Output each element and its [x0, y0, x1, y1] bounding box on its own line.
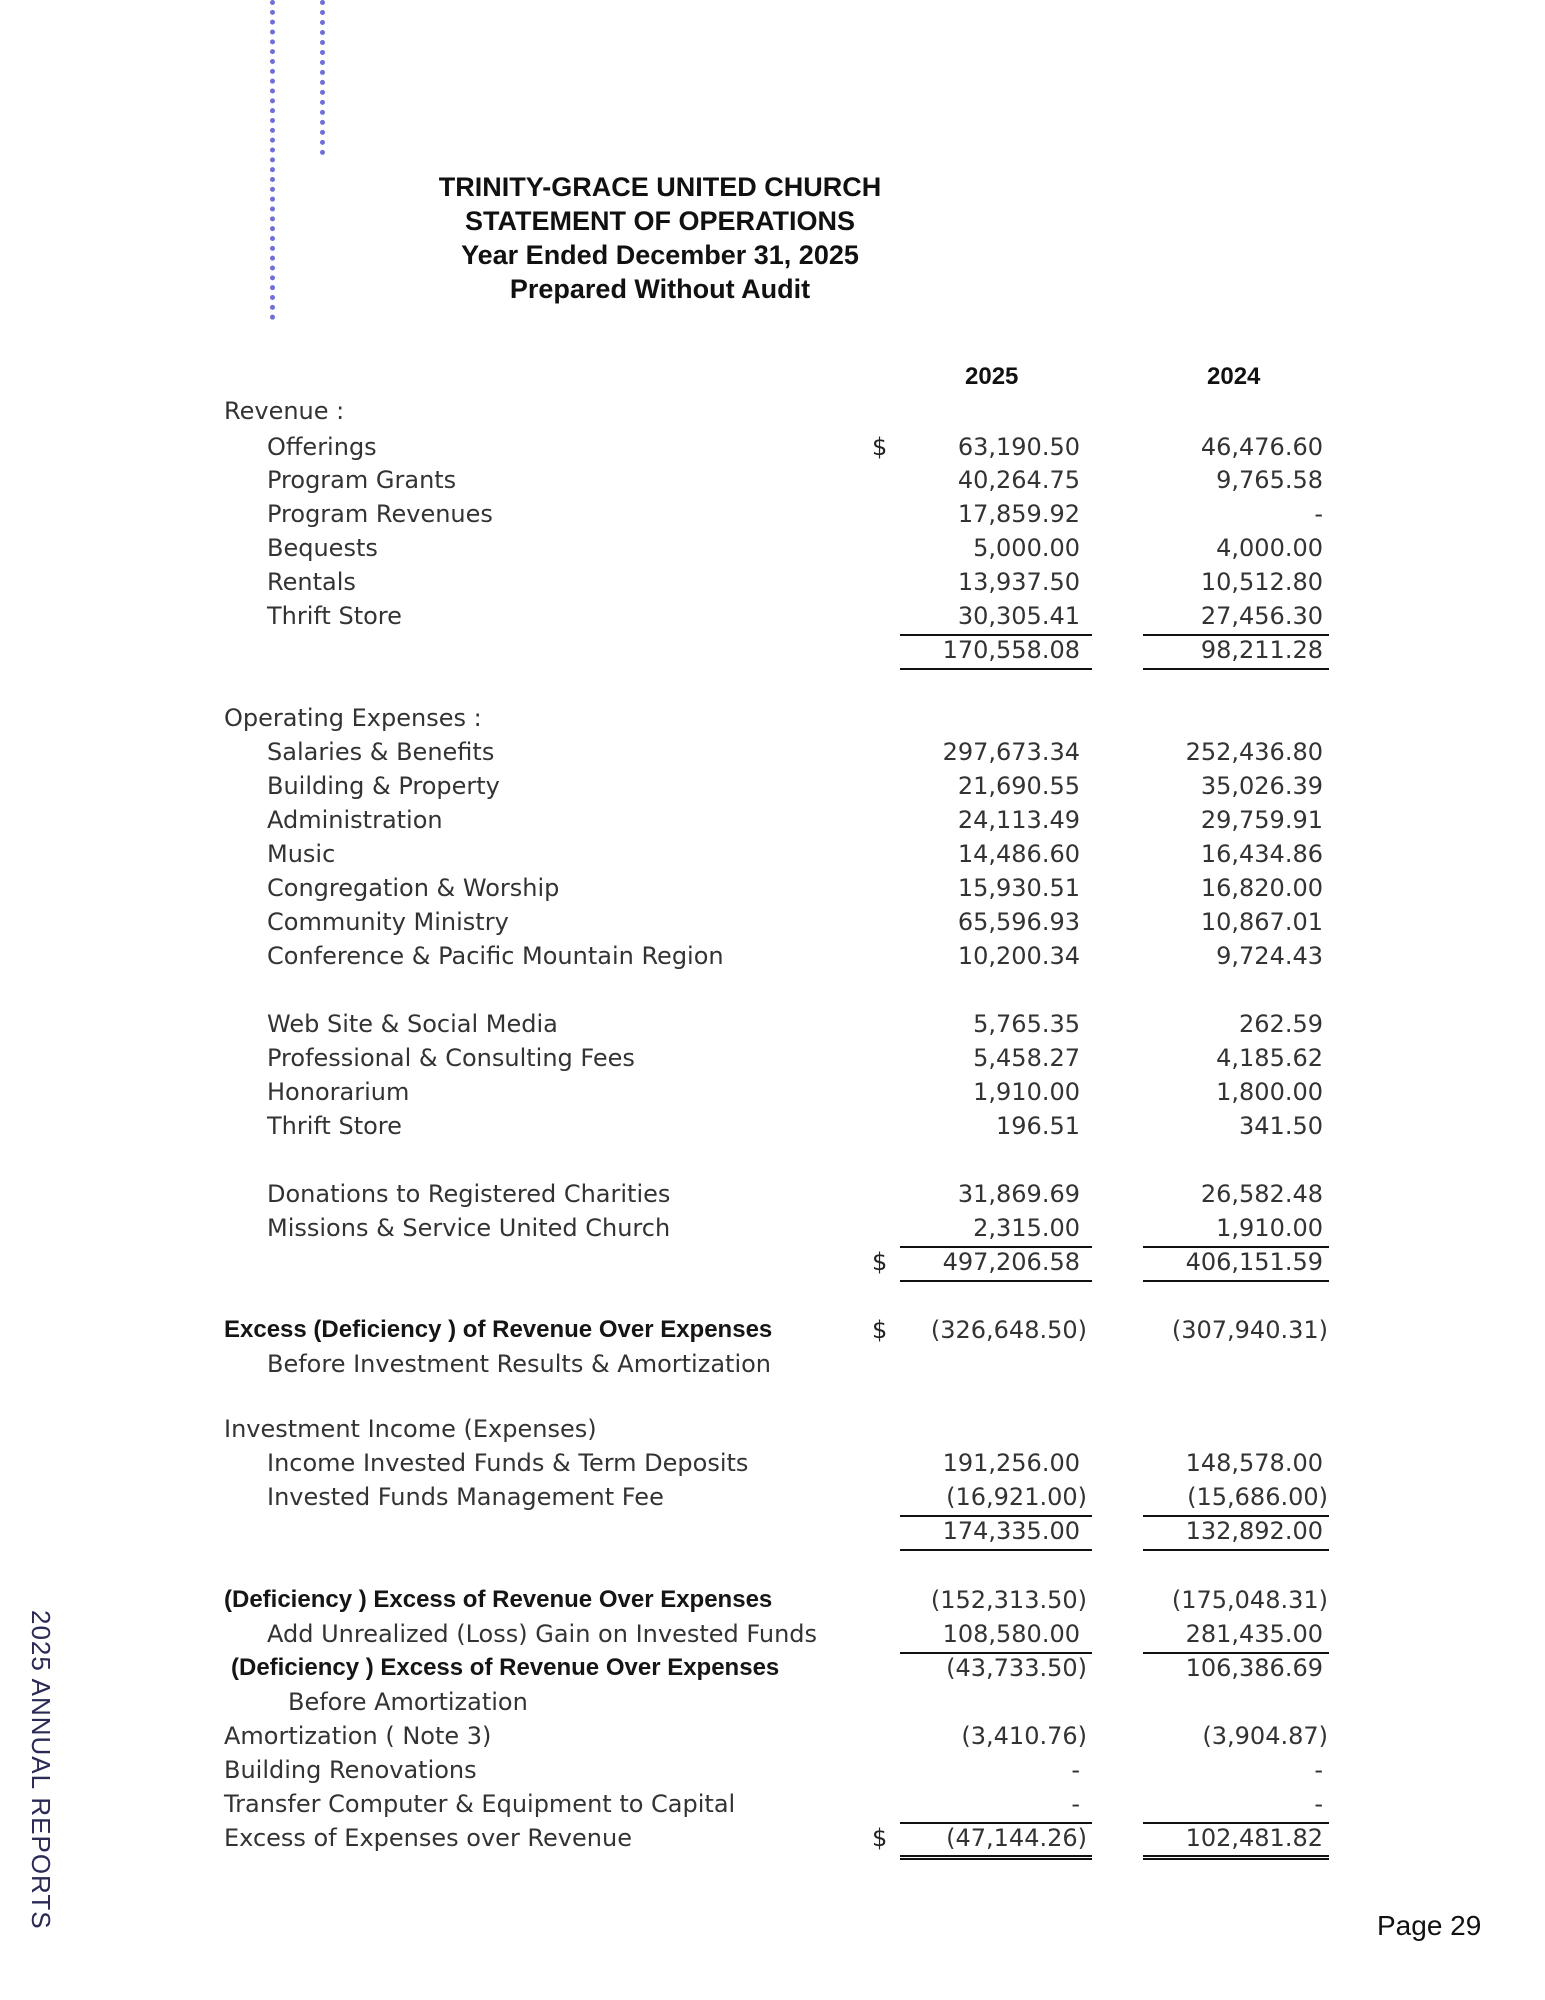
value-2025: 14,486.60 — [957, 840, 1080, 868]
title-statement: STATEMENT OF OPERATIONS — [465, 206, 855, 236]
title-org: TRINITY-GRACE UNITED CHURCH — [438, 172, 882, 202]
row-label: Rentals — [267, 568, 356, 596]
summary-row — [0, 1719, 1545, 1753]
table-row — [0, 1480, 1545, 1514]
row-label: Transfer Computer & Equipment to Capital — [224, 1790, 736, 1818]
value-2024: 1,800.00 — [1216, 1078, 1323, 1106]
value-2024: 16,820.00 — [1200, 874, 1323, 902]
value-2025: 13,937.50 — [957, 568, 1080, 596]
value-2025: 24,113.49 — [957, 806, 1080, 834]
value-2025: (16,921.00) — [946, 1483, 1087, 1511]
row-label: (Deficiency ) Excess of Revenue Over Expenses — [224, 1586, 773, 1613]
table-row — [0, 837, 1545, 871]
row-label: Program Revenues — [267, 500, 493, 528]
row-label: Invested Funds Management Fee — [267, 1483, 664, 1511]
value-2024: 1,910.00 — [1216, 1214, 1323, 1242]
title-period: Year Ended December 31, 2025 — [461, 240, 859, 270]
summary-row — [0, 1753, 1545, 1787]
table-row — [0, 871, 1545, 905]
summary-row — [0, 1787, 1545, 1821]
value-2024: 262.59 — [1239, 1010, 1323, 1038]
row-label: Donations to Registered Charities — [267, 1180, 671, 1208]
table-row — [0, 1177, 1545, 1211]
value-2024: 27,456.30 — [1200, 602, 1323, 630]
row-label: Before Investment Results & Amortization — [267, 1350, 771, 1378]
row-label: Salaries & Benefits — [267, 738, 495, 766]
value-2025: 15,930.51 — [957, 874, 1080, 902]
section-heading-investment — [0, 1412, 1545, 1446]
table-row — [0, 430, 1545, 464]
value-2024: 4,185.62 — [1216, 1044, 1323, 1072]
currency-symbol: $ — [872, 433, 888, 461]
excess-before-investment-row — [0, 1313, 1545, 1347]
total-rule — [900, 1549, 1092, 1551]
total-row-revenue — [0, 633, 1545, 667]
value-2024: 10,867.01 — [1200, 908, 1323, 936]
value-2025: 21,690.55 — [957, 772, 1080, 800]
total-row-expenses — [0, 1245, 1545, 1279]
section-heading-revenue — [0, 394, 1545, 428]
total-2024: 132,892.00 — [1185, 1517, 1323, 1545]
value-2024: 29,759.91 — [1200, 806, 1323, 834]
value-2025: 191,256.00 — [942, 1449, 1080, 1477]
currency-symbol: $ — [872, 1316, 888, 1344]
row-label: Add Unrealized (Loss) Gain on Invested Funds — [267, 1620, 818, 1648]
table-row — [0, 463, 1545, 497]
value-2024: 252,436.80 — [1185, 738, 1323, 766]
value-2025: (3,410.76) — [961, 1722, 1087, 1750]
value-2024: 4,000.00 — [1216, 534, 1323, 562]
row-label: Professional & Consulting Fees — [267, 1044, 635, 1072]
value-2025: 5,765.35 — [973, 1010, 1080, 1038]
row-label: Congregation & Worship — [267, 874, 560, 902]
value-2024: 16,434.86 — [1200, 840, 1323, 868]
currency-symbol: $ — [872, 1248, 888, 1276]
final-total-2024: 102,481.82 — [1185, 1824, 1323, 1852]
table-row — [0, 939, 1545, 973]
row-label: Income Invested Funds & Term Deposits — [267, 1449, 749, 1477]
total-row-investment — [0, 1514, 1545, 1548]
row-label: Missions & Service United Church — [267, 1214, 671, 1242]
total-2025: 170,558.08 — [942, 636, 1080, 664]
value-2025: 5,458.27 — [973, 1044, 1080, 1072]
column-header-2024: 2024 — [1207, 363, 1261, 390]
value-2025: (152,313.50) — [930, 1586, 1087, 1614]
value-2024: (175,048.31) — [1171, 1586, 1328, 1614]
value-2025: 31,869.69 — [957, 1180, 1080, 1208]
double-total-rule — [1143, 1855, 1329, 1860]
row-sublabel — [0, 1347, 1545, 1381]
table-row — [0, 531, 1545, 565]
value-2025: - — [1071, 1790, 1080, 1818]
table-row — [0, 1109, 1545, 1143]
row-label: Web Site & Social Media — [267, 1010, 558, 1038]
final-total-2025: (47,144.26) — [946, 1824, 1087, 1852]
value-2025: 40,264.75 — [957, 466, 1080, 494]
value-2024: 9,765.58 — [1216, 466, 1323, 494]
value-2025: 17,859.92 — [957, 500, 1080, 528]
table-row — [0, 769, 1545, 803]
table-row — [0, 565, 1545, 599]
value-2024: 281,435.00 — [1185, 1620, 1323, 1648]
summary-row — [0, 1583, 1545, 1617]
row-label: Operating Expenses : — [224, 704, 482, 732]
row-label: Honorarium — [267, 1078, 410, 1106]
row-sublabel — [0, 1685, 1545, 1719]
table-row — [0, 1041, 1545, 1075]
value-2024: - — [1314, 1756, 1323, 1784]
value-2024: (3,904.87) — [1202, 1722, 1328, 1750]
row-label: Thrift Store — [267, 602, 402, 630]
table-row — [0, 735, 1545, 769]
value-2025: 10,200.34 — [957, 942, 1080, 970]
row-label: Music — [267, 840, 336, 868]
value-2024: - — [1314, 1790, 1323, 1818]
total-2024: 98,211.28 — [1200, 636, 1323, 664]
final-total-row — [0, 1821, 1545, 1855]
total-rule — [1143, 1549, 1329, 1551]
decorative-dotted-line — [320, 0, 325, 155]
summary-row — [0, 1651, 1545, 1685]
value-2024: 9,724.43 — [1216, 942, 1323, 970]
value-2025: 297,673.34 — [942, 738, 1080, 766]
total-rule — [1143, 1280, 1329, 1282]
table-row — [0, 1211, 1545, 1245]
value-2025: 5,000.00 — [973, 534, 1080, 562]
row-label: Excess of Expenses over Revenue — [224, 1824, 632, 1852]
row-label: Excess (Deficiency ) of Revenue Over Expenses — [224, 1316, 773, 1343]
value-2024: 26,582.48 — [1200, 1180, 1323, 1208]
value-2025: 2,315.00 — [973, 1214, 1080, 1242]
value-2025: 1,910.00 — [973, 1078, 1080, 1106]
row-label: Conference & Pacific Mountain Region — [267, 942, 724, 970]
currency-symbol: $ — [872, 1824, 888, 1852]
section-heading-expenses — [0, 701, 1545, 735]
row-label: Administration — [267, 806, 443, 834]
table-row — [0, 1007, 1545, 1041]
decorative-dotted-line — [270, 0, 275, 320]
row-label: Amortization ( Note 3) — [224, 1722, 492, 1750]
row-label: (Deficiency ) Excess of Revenue Over Expenses — [231, 1654, 780, 1681]
value-2025: (326,648.50) — [930, 1316, 1087, 1344]
value-2024: 46,476.60 — [1200, 433, 1323, 461]
row-label: Building & Property — [267, 772, 500, 800]
table-row — [0, 905, 1545, 939]
table-row — [0, 497, 1545, 531]
table-row — [0, 1075, 1545, 1109]
value-2025: 108,580.00 — [942, 1620, 1080, 1648]
page-number: Page 29 — [1377, 1910, 1482, 1941]
value-2024: 341.50 — [1239, 1112, 1323, 1140]
summary-row — [0, 1617, 1545, 1651]
row-label: Bequests — [267, 534, 378, 562]
value-2025: 196.51 — [996, 1112, 1080, 1140]
row-label: Program Grants — [267, 466, 457, 494]
total-rule — [900, 668, 1092, 670]
value-2024: 10,512.80 — [1200, 568, 1323, 596]
row-label: Thrift Store — [267, 1112, 402, 1140]
row-label: Investment Income (Expenses) — [224, 1415, 597, 1443]
value-2024: 35,026.39 — [1200, 772, 1323, 800]
total-rule — [900, 1280, 1092, 1282]
row-label: Building Renovations — [224, 1756, 477, 1784]
table-row — [0, 1446, 1545, 1480]
column-header-2025: 2025 — [965, 363, 1019, 390]
value-2024: 148,578.00 — [1185, 1449, 1323, 1477]
value-2024: - — [1314, 500, 1323, 528]
value-2025: 63,190.50 — [957, 433, 1080, 461]
value-2024: (15,686.00) — [1187, 1483, 1328, 1511]
total-rule — [1143, 668, 1329, 670]
total-2025: 497,206.58 — [942, 1248, 1080, 1276]
value-2024: (307,940.31) — [1171, 1316, 1328, 1344]
title-note: Prepared Without Audit — [509, 274, 811, 304]
total-2024: 406,151.59 — [1185, 1248, 1323, 1276]
total-2025: 174,335.00 — [942, 1517, 1080, 1545]
statement-title — [400, 170, 920, 306]
row-label: Before Amortization — [288, 1688, 528, 1716]
row-label: Offerings — [267, 433, 377, 461]
table-row — [0, 803, 1545, 837]
value-2025: 65,596.93 — [957, 908, 1080, 936]
row-label: Revenue : — [224, 397, 345, 425]
value-2025: (43,733.50) — [946, 1654, 1087, 1682]
double-total-rule — [900, 1855, 1092, 1860]
row-label: Community Ministry — [267, 908, 509, 936]
value-2025: 30,305.41 — [957, 602, 1080, 630]
table-row — [0, 599, 1545, 633]
side-label: 2025 ANNUAL REPORTS — [26, 1610, 56, 1930]
value-2025: - — [1071, 1756, 1080, 1784]
value-2024: 106,386.69 — [1185, 1654, 1323, 1682]
